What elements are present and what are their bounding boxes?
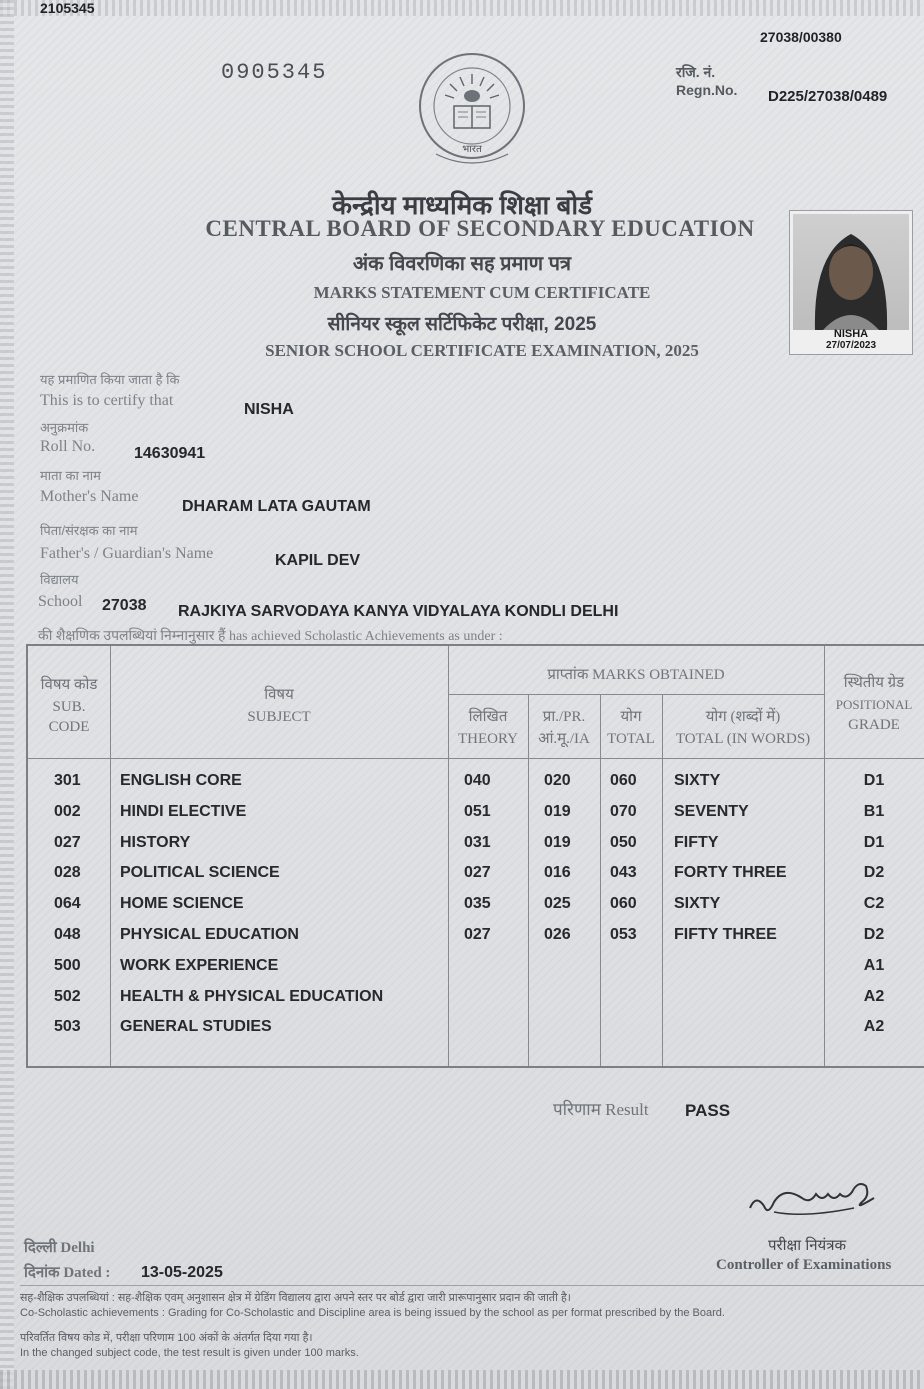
cell-words: FORTY THREE <box>674 864 787 882</box>
student-photo-image <box>793 214 909 330</box>
cell-theory: 031 <box>464 833 491 851</box>
cell-grade: D2 <box>863 864 885 882</box>
cell-grade: A2 <box>863 1018 885 1036</box>
cell-grade: D2 <box>863 926 885 943</box>
result-label: परिणाम Result <box>553 1100 649 1119</box>
header-grade-line2: GRADE <box>848 717 900 733</box>
document-title: MARKS STATEMENT CUM CERTIFICATE <box>313 283 651 302</box>
cell-grade: D1 <box>863 772 885 789</box>
header-subject: SUBJECT <box>247 709 311 725</box>
regn-label-hindi: रजि. नं. <box>676 64 716 80</box>
student-name: NISHA <box>244 401 294 418</box>
table-row <box>28 895 924 919</box>
certificate-number: 2105345 <box>40 0 95 16</box>
school-name: RAJKIYA SARVODAYA KANYA VIDYALAYA KONDLI DELHI <box>178 603 619 620</box>
cell-grade: A1 <box>863 956 885 974</box>
table-row <box>28 957 924 981</box>
footnote-2: In the changed subject code, the test result is given under 100 marks. <box>20 1347 359 1359</box>
table-row <box>28 834 924 858</box>
cell-pr: 020 <box>544 772 571 789</box>
roll-label: Roll No. <box>40 438 96 455</box>
father-label-hindi: पिता/संरक्षक का नाम <box>40 523 138 538</box>
header-theory: THEORY <box>458 731 518 747</box>
exam-title: SENIOR SCHOOL CERTIFICATE EXAMINATION, 2025 <box>265 341 699 360</box>
cell-code: 502 <box>54 987 81 1005</box>
cell-name: HINDI ELECTIVE <box>120 802 247 820</box>
board-title-hindi: केन्द्रीय माध्यमिक शिक्षा बोर्ड <box>332 190 592 220</box>
table-row <box>28 988 924 1012</box>
footnote-hindi-2: परिवर्तित विषय कोड में, परीक्षा परिणाम 100 अंकों के अंतर्गत दिया गया है। <box>20 1332 313 1344</box>
cell-name: ENGLISH CORE <box>120 772 242 789</box>
cell-name: HEALTH & PHYSICAL EDUCATION <box>120 987 384 1005</box>
mother-label-hindi: माता का नाम <box>40 468 101 483</box>
issue-date-label: दिनांक Dated : <box>24 1265 111 1281</box>
cell-words: FIFTY <box>674 833 719 851</box>
school-label: School <box>38 593 83 610</box>
certify-label: This is to certify that <box>40 392 174 409</box>
cell-code: 064 <box>54 895 81 913</box>
roll-label-hindi: अनुक्रमांक <box>40 420 89 435</box>
cell-name: PHYSICAL EDUCATION <box>120 926 299 943</box>
table-row <box>28 926 924 950</box>
header-grade-hindi: स्थितीय ग्रेड <box>843 675 905 691</box>
result-value: PASS <box>685 1101 731 1120</box>
mother-name: DHARAM LATA GAUTAM <box>182 498 371 515</box>
cell-total: 070 <box>610 802 637 820</box>
certify-label-hindi: यह प्रमाणित किया जाता है कि <box>40 372 180 387</box>
cell-pr: 016 <box>544 864 571 882</box>
cbse-emblem-icon <box>416 50 528 168</box>
controller-title-hindi: परीक्षा नियंत्रक <box>768 1237 847 1254</box>
paper-edge-bottom <box>0 1370 924 1389</box>
board-title: CENTRAL BOARD OF SECONDARY EDUCATION <box>205 216 755 241</box>
cell-total: 043 <box>610 864 637 882</box>
table-row <box>28 864 924 888</box>
emblem-caption: भारत <box>462 144 482 155</box>
cell-grade: B1 <box>863 802 885 820</box>
header-code-line1: SUB. <box>52 699 86 715</box>
cell-name: HOME SCIENCE <box>120 895 244 913</box>
cell-code: 301 <box>54 772 81 789</box>
school-code: 27038 <box>102 597 147 614</box>
cell-code: 048 <box>54 926 81 943</box>
header-code-hindi: विषय कोड <box>40 677 98 693</box>
cell-pr: 025 <box>544 895 571 913</box>
cell-theory: 027 <box>464 926 491 943</box>
cell-pr: 019 <box>544 833 571 851</box>
cell-theory: 051 <box>464 802 491 820</box>
cell-words: SIXTY <box>674 772 721 789</box>
cell-name: WORK EXPERIENCE <box>120 956 279 974</box>
father-label: Father's / Guardian's Name <box>40 545 214 562</box>
header-total: TOTAL <box>607 731 655 747</box>
exam-title-hindi: सीनियर स्कूल सर्टिफिकेट परीक्षा, 2025 <box>327 314 597 335</box>
cell-theory: 040 <box>464 772 491 789</box>
top-reference: 27038/00380 <box>760 29 842 45</box>
header-words-hindi: योग (शब्दों में) <box>705 709 781 725</box>
cell-pr: 019 <box>544 802 571 820</box>
regn-number: D225/27038/0489 <box>768 88 888 105</box>
cell-words: SIXTY <box>674 895 721 913</box>
footer-divider <box>20 1285 924 1286</box>
cell-total: 060 <box>610 895 637 913</box>
footnote-1: Co-Scholastic achievements : Grading for Co-Scholastic and Discipline area is being issued by the school as per format prescribed by the Board. <box>20 1307 725 1319</box>
father-name: KAPIL DEV <box>275 552 361 569</box>
footnote-hindi-1: सह-शैक्षिक उपलब्धियां : सह-शैक्षिक एवम् अनुशासन क्षेत्र में ग्रेडिंग विद्यालय द्वारा अपने स्तर पर बोर्ड द्वारा जारी प्रारूपानुसार प्रदान की जाती है। <box>20 1292 571 1304</box>
document-title-hindi: अंक विवरणिका सह प्रमाण पत्र <box>352 253 572 275</box>
regn-label: Regn.No. <box>676 82 738 98</box>
mother-label: Mother's Name <box>40 488 139 505</box>
cell-name: POLITICAL SCIENCE <box>120 864 280 882</box>
cell-total: 060 <box>610 772 637 789</box>
photo-date: 27/07/2023 <box>825 340 877 351</box>
cell-grade: D1 <box>863 833 885 851</box>
serial-number: 0905345 <box>221 60 328 85</box>
header-grade-line1: POSITIONAL <box>835 697 913 712</box>
cell-code: 500 <box>54 956 81 974</box>
cell-grade: A2 <box>863 987 885 1005</box>
header-theory-hindi: लिखित <box>468 709 508 725</box>
cell-total: 053 <box>610 926 637 943</box>
cell-code: 002 <box>54 802 81 820</box>
cell-code: 028 <box>54 864 81 882</box>
header-total-hindi: योग <box>620 709 642 725</box>
cell-name: GENERAL STUDIES <box>120 1018 272 1036</box>
issue-date: 13-05-2025 <box>141 1264 223 1281</box>
cell-code: 503 <box>54 1018 81 1036</box>
controller-signature <box>744 1172 894 1232</box>
marks-table <box>26 644 924 1068</box>
cell-theory: 035 <box>464 895 491 913</box>
header-practical: प्रा./PR. <box>542 709 586 725</box>
table-row <box>28 803 924 827</box>
achievements-statement: की शैक्षणिक उपलब्धियां निम्नानुसार हैं has achieved Scholastic Achievements as under : <box>38 629 503 644</box>
header-subject-hindi: विषय <box>264 687 294 703</box>
table-row <box>28 1018 924 1042</box>
photo-name: NISHA <box>833 328 869 340</box>
student-photo <box>789 210 913 355</box>
cell-total: 050 <box>610 833 637 851</box>
cell-code: 027 <box>54 833 81 851</box>
cell-words: FIFTY THREE <box>674 926 777 943</box>
paper-edge-top <box>0 0 924 16</box>
cell-theory: 027 <box>464 864 491 882</box>
cell-grade: C2 <box>863 895 885 913</box>
school-label-hindi: विद्यालय <box>40 572 79 587</box>
table-row <box>28 772 924 796</box>
cell-name: HISTORY <box>120 833 191 851</box>
header-internal: आं.मू./IA <box>538 731 590 747</box>
controller-title: Controller of Examinations <box>716 1257 892 1273</box>
header-words: TOTAL (IN WORDS) <box>675 731 811 747</box>
cell-words: SEVENTY <box>674 802 749 820</box>
header-marks-obtained: प्राप्तांक MARKS OBTAINED <box>547 667 725 683</box>
header-code-line2: CODE <box>48 719 90 735</box>
cell-pr: 026 <box>544 926 571 943</box>
roll-number: 14630941 <box>134 445 206 462</box>
issue-place: दिल्ली Delhi <box>24 1240 95 1256</box>
